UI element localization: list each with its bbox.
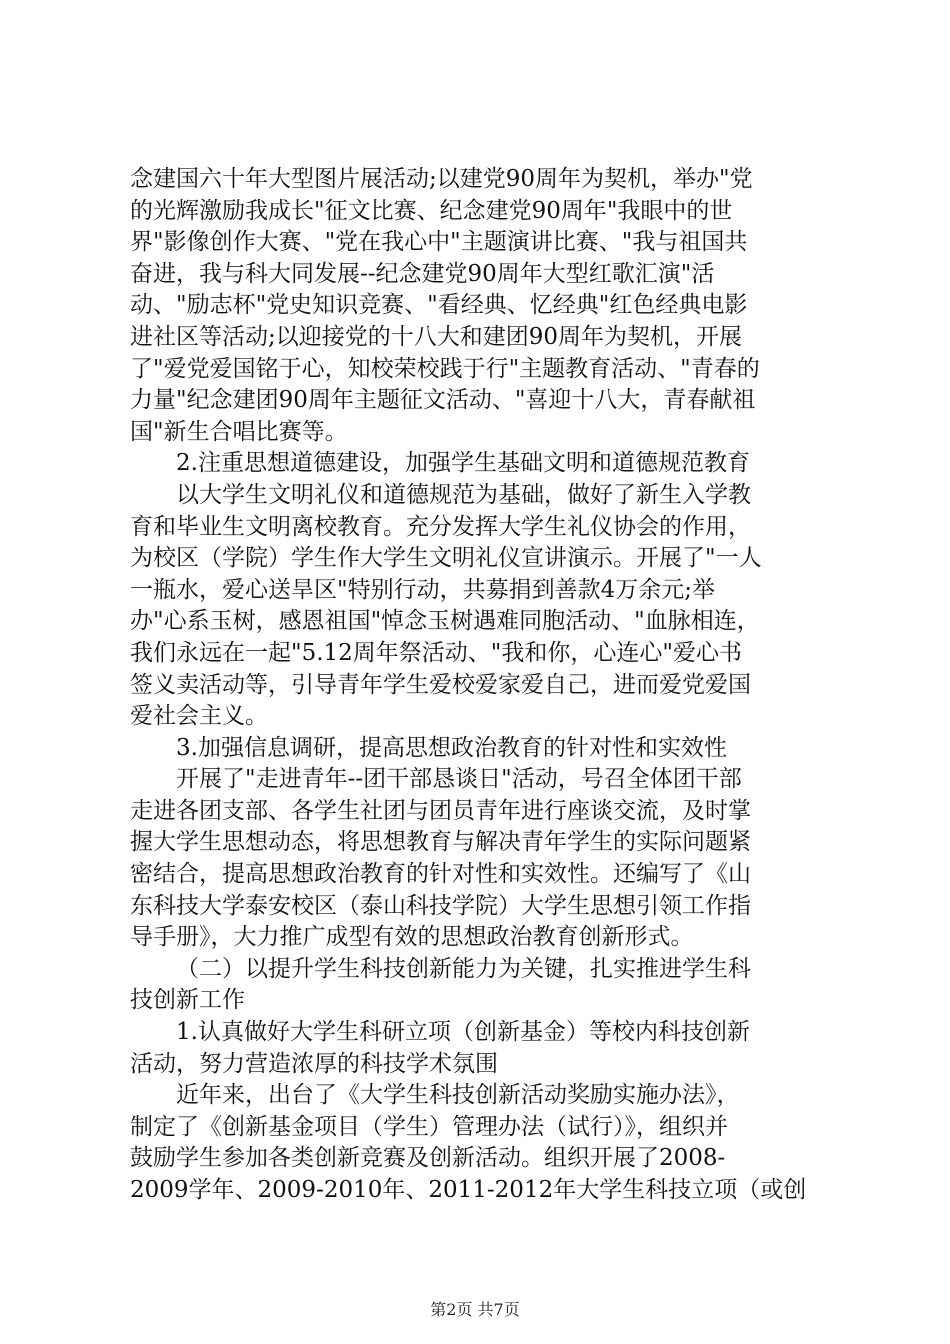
text-line: 2009学年、2009-2010年、2011-2012年大学生科技立项（或创 <box>130 1177 807 1203</box>
page-footer: 第2页 共7页 <box>430 1300 520 1319</box>
text-line: 为校区（学院）学生作大学生文明礼仪宣讲演示。开展了"一人 <box>130 545 762 572</box>
section-heading: 2.注重思想道德建设，加强学生基础文明和道德规范教育 <box>176 450 750 477</box>
text-line: 爱社会主义。 <box>130 703 268 730</box>
paragraph-start: 以大学生文明礼仪和道德规范为基础，做好了新生入学教 <box>176 481 751 508</box>
text-line: 一瓶水，爱心送旱区"特别行动，共募捐到善款4万余元;举 <box>130 576 715 603</box>
paragraph-start: 近年来，出台了《大学生科技创新活动奖励实施办法》， <box>176 1082 740 1109</box>
text-line: 走进各团支部、各学生社团与团员青年进行座谈交流，及时掌 <box>130 797 751 824</box>
text-line: 念建国六十年大型图片展活动;以建党90周年为契机，举办"党 <box>130 166 753 192</box>
section-heading: 3.加强信息调研，提高思想政治教育的针对性和实效性 <box>176 734 727 761</box>
text-line: 导手册》，大力推广成型有效的思想政治教育创新形式。 <box>130 924 694 951</box>
text-line: 东科技大学泰安校区（泰山科技学院）大学生思想引领工作指 <box>130 892 751 919</box>
text-line: 签义卖活动等，引导青年学生爱校爱家爱自己，进而爱党爱国 <box>130 671 751 698</box>
text-line: 进社区等活动;以迎接党的十八大和建团90周年为契机，开展 <box>130 323 743 350</box>
text-line: 我们永远在一起"5.12周年祭活动、"我和你，心连心"爱心书 <box>130 639 742 666</box>
section-heading: 1.认真做好大学生科研立项（创新基金）等校内科技创新 <box>176 1019 750 1046</box>
text-line: 动、"励志杯"党史知识竞赛、"看经典、忆经典"红色经典电影 <box>130 292 748 319</box>
text-line: 力量"纪念建团90周年主题征文活动、"喜迎十八大，青春献祖 <box>130 387 756 414</box>
section-heading-cont: 活动，努力营造浓厚的科技学术氛围 <box>130 1050 498 1077</box>
text-line: 奋进，我与科大同发展--纪念建党90周年大型红歌汇演"活 <box>130 260 715 287</box>
text-line: 密结合，提高思想政治教育的针对性和实效性。还编写了《山 <box>130 861 751 888</box>
section-heading: （二）以提升学生科技创新能力为关键，扎实推进学生科 <box>176 955 751 982</box>
section-heading-cont: 技创新工作 <box>130 987 245 1014</box>
text-line: 育和毕业生文明离校教育。充分发挥大学生礼仪协会的作用， <box>130 513 751 540</box>
text-line: 制定了《创新基金项目（学生）管理办法（试行）》，组织并 <box>130 1113 728 1140</box>
text-line: 办"心系玉树，感恩祖国"悼念玉树遇难同胞活动、"血脉相连， <box>130 608 760 635</box>
text-line: 握大学生思想动态，将思想教育与解决青年学生的实际问题紧 <box>130 829 751 856</box>
text-line: 的光辉激励我成长"征文比赛、纪念建党90周年"我眼中的世 <box>130 197 733 224</box>
paragraph-start: 开展了"走进青年--团干部恳谈日"活动，号召全体团干部 <box>176 766 742 793</box>
text-line: 界"影像创作大赛、"党在我心中"主题演讲比赛、"我与祖国共 <box>130 229 748 256</box>
text-line: 国"新生合唱比赛等。 <box>130 418 348 445</box>
text-line: 了"爱党爱国铭于心，知校荣校践于行"主题教育活动、"青春的 <box>130 355 760 382</box>
text-line: 鼓励学生参加各类创新竞赛及创新活动。组织开展了2008- <box>130 1145 726 1172</box>
document-body <box>130 164 830 1207</box>
